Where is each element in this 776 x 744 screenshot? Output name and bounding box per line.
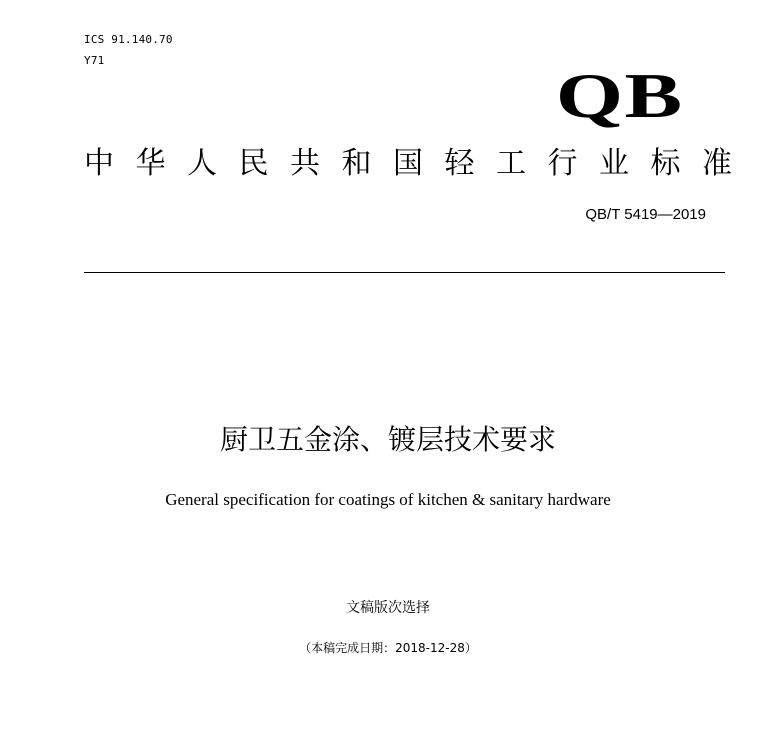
category-code: Y71 <box>84 54 105 67</box>
header-rule <box>84 272 725 273</box>
organization-char: 民 <box>238 146 269 181</box>
organization-char: 共 <box>290 146 320 181</box>
organization-char: 中 <box>84 146 114 181</box>
organization-char: 和 <box>341 146 372 181</box>
organization-char: 人 <box>187 146 217 181</box>
standard-number: QB/T 5419—2019 <box>585 206 706 223</box>
ics-code: ICS 91.140.70 <box>84 33 173 46</box>
document-title-zh: 厨卫五金涂、镀层技术要求 <box>219 423 556 456</box>
organization-char: 业 <box>599 146 629 181</box>
standard-logo: QB <box>555 60 683 131</box>
organization-char: 华 <box>135 146 166 181</box>
organization-char: 行 <box>547 146 578 181</box>
organization-char: 工 <box>496 146 526 181</box>
draft-version-select[interactable]: 文稿版次选择 <box>346 600 430 616</box>
organization-name <box>84 146 732 182</box>
organization-char: 标 <box>650 146 681 181</box>
organization-char: 轻 <box>444 146 475 181</box>
organization-char: 准 <box>702 146 732 181</box>
draft-completion-date: （本稿完成日期：2018-12-28） <box>299 641 477 655</box>
document-title-en: General specification for coatings of kitchen & sanitary hardware <box>165 490 611 509</box>
organization-char: 国 <box>393 146 423 181</box>
